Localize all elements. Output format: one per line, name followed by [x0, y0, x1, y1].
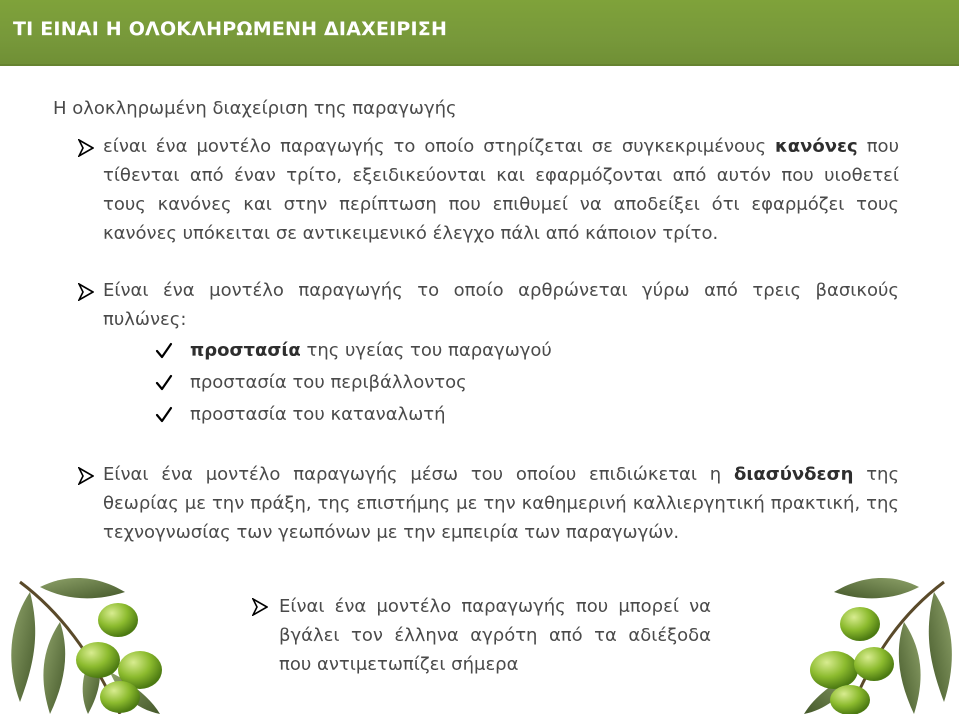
checkmark-icon [155, 406, 173, 424]
page-title: ΤΙ ΕΙΝΑΙ Η ΟΛΟΚΛΗΡΩΜΕΝΗ ΔΙΑΧΕΙΡΙΣΗ [13, 18, 448, 40]
bullet-3-bold: διασύνδεση [734, 464, 854, 485]
bullet-2: Είναι ένα μοντέλο παραγωγής το οποίο αρθρώνεται γύρω από τρεις βασικούς πυλώνες: [103, 280, 899, 330]
bullet-1-text-cont: που τίθενται από έναν τρίτο, εξειδικεύονται και εφαρμόζονται από αυτόν που υιοθετεί τους κανόνες και στην περίπτωση που επιθυμεί να αποδείξει ότι εφαρμόζει τους κανόνες υπόκειται σε αντικειμενικό έλεγχο πάλι από κάποιον τρίτο. [103, 136, 899, 244]
olive-branch-icon [0, 552, 205, 714]
arrow-bullet-icon [252, 598, 268, 616]
bullet-3-text-cont: της θεωρίας με την πράξη, της επιστήμης με την καθημερινή καλλιεργητική πρακτική, της τεχνογνωσίας των γεωπόνων με την εμπειρία των παραγωγών. [103, 464, 900, 543]
checkmark-icon [155, 342, 173, 360]
bullet-1-text: είναι ένα μοντέλο παραγωγής το οποίο στηρίζεται σε συγκεκριμένους [103, 136, 775, 157]
pillar-bold: προστασία [190, 340, 301, 361]
pillar-item [190, 404, 446, 425]
bullet-3-text: Είναι ένα μοντέλο παραγωγής μέσω του οποίου επιδιώκεται η [103, 464, 734, 485]
bullet-4: Είναι ένα μοντέλο παραγωγής που μπορεί να βγάλει τον έλληνα αγρότη από τα αδιέξοδα που αντιμετωπίζει σήμερα [279, 596, 711, 675]
bullet-1 [103, 132, 899, 248]
bullet-1-bold: κανόνες [775, 136, 858, 157]
pillar-item [190, 372, 467, 393]
arrow-bullet-icon [78, 139, 94, 157]
pillar-item [190, 340, 552, 361]
checkmark-icon [155, 374, 173, 392]
pillar-text: προστασία του καταναλωτή [190, 404, 446, 425]
intro-text: Η ολοκληρωμένη διαχείριση της παραγωγής [53, 98, 457, 119]
arrow-bullet-icon [78, 467, 94, 485]
olive-branch-icon [754, 552, 959, 714]
bullet-3 [103, 460, 899, 547]
arrow-bullet-icon [78, 283, 94, 301]
pillar-text: της υγείας του παραγωγού [300, 340, 552, 361]
pillar-text: προστασία του περιβάλλοντος [190, 372, 467, 393]
